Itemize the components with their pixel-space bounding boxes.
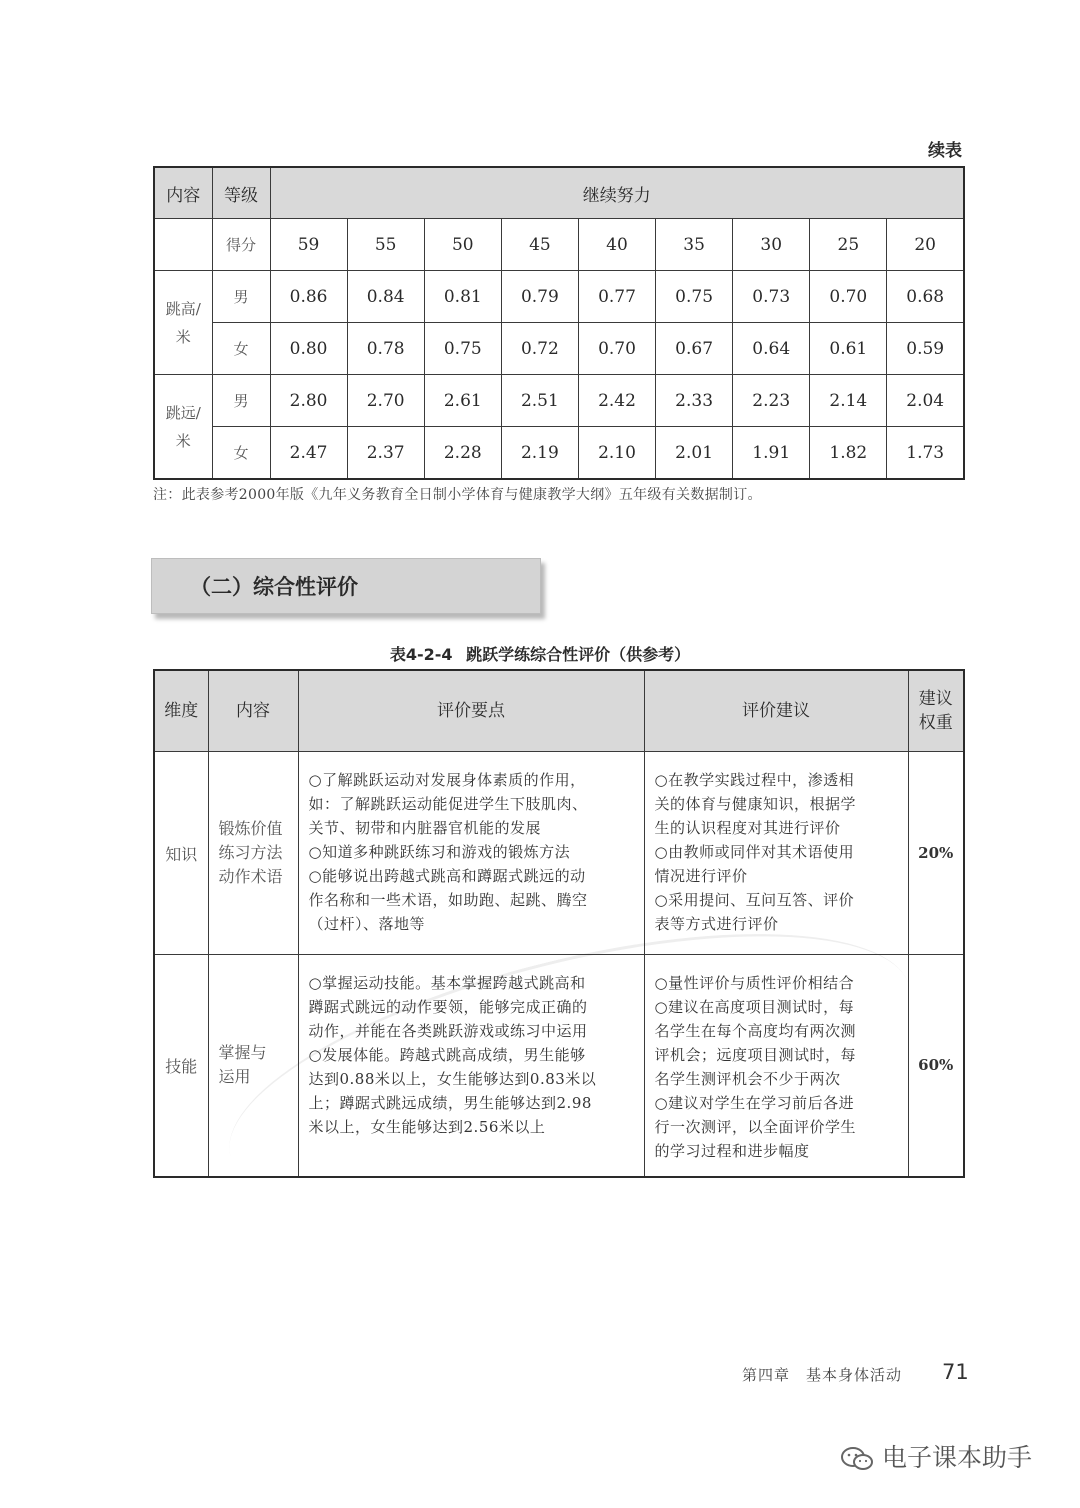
value-cell: 0.75: [656, 271, 733, 323]
continued-label: 续表: [928, 141, 962, 161]
value-cell: 2.01: [656, 427, 733, 480]
text-line: ○建议在高度项目测试时，每: [654, 998, 855, 1016]
text-line: 表等方式进行评价: [654, 915, 779, 933]
value-cell: 0.86: [270, 271, 347, 323]
value-cell: 0.75: [424, 323, 501, 375]
value-cell: 2.51: [501, 375, 578, 427]
text-line: ○由教师或同伴对其术语使用: [654, 843, 855, 861]
text-line: 动作，并能在各类跳跃游戏或练习中运用: [308, 1022, 588, 1040]
header-content: 内容: [208, 670, 298, 752]
value-cell: 0.72: [501, 323, 578, 375]
value-cell: 0.80: [270, 323, 347, 375]
value-cell: 0.78: [347, 323, 424, 375]
content-cell: [208, 752, 298, 955]
score-cell: 45: [501, 219, 578, 271]
points-cell: [298, 955, 644, 1177]
chapter-footer: 第四章 基本身体活动: [742, 1366, 903, 1384]
text-line: ○建议对学生在学习前后各进: [654, 1094, 855, 1112]
content-line: 练习方法: [218, 843, 283, 862]
sex-cell: 女: [212, 427, 270, 480]
value-cell: 0.61: [810, 323, 887, 375]
text-line: ○知道多种跳跃练习和游戏的锻炼方法: [308, 843, 571, 861]
label-line: 米: [175, 431, 191, 450]
text-line: ○发展体能。跨越式跳高成绩，男生能够: [308, 1046, 586, 1064]
value-cell: 0.59: [887, 323, 964, 375]
table-row: [154, 427, 964, 480]
text-line: 名学生在每个高度均有两次测: [654, 1022, 857, 1040]
value-cell: 2.14: [810, 375, 887, 427]
text-line: 行一次测评，以全面评价学生: [654, 1118, 857, 1136]
table-header-row: [154, 167, 964, 219]
table-row: [154, 752, 964, 955]
score-row: [154, 219, 964, 271]
evaluation-table: [153, 669, 965, 1178]
points-cell: [298, 752, 644, 955]
text-line: 生的认识程度对其进行评价: [654, 819, 841, 837]
score-cell: 30: [733, 219, 810, 271]
advice-cell: [644, 955, 908, 1177]
table-row: [154, 271, 964, 323]
text-line: ○采用提问、互问互答、评价: [654, 891, 855, 909]
score-cell: 55: [347, 219, 424, 271]
content-line: 掌握与: [218, 1043, 267, 1063]
high-jump-label: [154, 271, 212, 375]
score-cell: 40: [578, 219, 655, 271]
value-cell: 0.77: [578, 271, 655, 323]
section-title: （二）综合性评价: [151, 558, 541, 614]
score-cell: 35: [656, 219, 733, 271]
value-cell: 0.79: [501, 271, 578, 323]
watermark: [840, 1438, 1032, 1474]
value-cell: 2.04: [887, 375, 964, 427]
dimension-cell: 知识: [154, 752, 208, 955]
weight-cell: 60%: [908, 955, 964, 1177]
value-cell: 2.42: [578, 375, 655, 427]
score-label: 得分: [212, 219, 270, 271]
value-cell: 0.84: [347, 271, 424, 323]
value-cell: 2.61: [424, 375, 501, 427]
long-jump-label: [154, 375, 212, 480]
text-line: 名学生测评机会不少于两次: [654, 1070, 841, 1088]
value-cell: 2.23: [733, 375, 810, 427]
table-row: [154, 375, 964, 427]
score-cell: 50: [424, 219, 501, 271]
value-cell: 0.81: [424, 271, 501, 323]
value-cell: 0.68: [887, 271, 964, 323]
text-line: 关节、韧带和内脏器官机能的发展: [308, 819, 542, 837]
text-line: ○在教学实践过程中，渗透相: [654, 771, 855, 789]
header-dimension: 维度: [154, 670, 208, 752]
text-line: ○了解跳跃运动对发展身体素质的作用，: [308, 771, 586, 789]
text-line: 如：了解跳跃运动能促进学生下肢肌肉、: [308, 795, 588, 813]
value-cell: 2.37: [347, 427, 424, 480]
table-row: [154, 955, 964, 1177]
value-cell: 2.33: [656, 375, 733, 427]
text-line: 的学习过程和进步幅度: [654, 1142, 810, 1160]
content-line: 动作术语: [218, 867, 283, 886]
standards-table: [153, 166, 965, 480]
text-line: 达到0.88米以上，女生能够达到0.83米以: [308, 1070, 597, 1088]
value-cell: 0.73: [733, 271, 810, 323]
value-cell: 0.70: [578, 323, 655, 375]
header-points: 评价要点: [298, 670, 644, 752]
header-level: 继续努力: [270, 167, 964, 219]
content-line: 锻炼价值: [218, 819, 283, 838]
sex-cell: 女: [212, 323, 270, 375]
text-line: 米以上，女生能够达到2.56米以上: [308, 1118, 546, 1136]
advice-cell: [644, 752, 908, 955]
caption-number: 表4-2-4: [389, 645, 453, 664]
value-cell: 0.70: [810, 271, 887, 323]
value-cell: 2.47: [270, 427, 347, 480]
value-cell: 1.82: [810, 427, 887, 480]
value-cell: 1.91: [733, 427, 810, 480]
caption-title: 跳跃学练综合性评价（供参考）: [466, 645, 691, 664]
header-weight-line: 建议: [918, 689, 953, 709]
value-cell: 2.80: [270, 375, 347, 427]
text-line: ○能够说出跨越式跳高和蹲踞式跳远的动: [308, 867, 586, 885]
header-content: 内容: [154, 167, 212, 219]
text-line: 关的体育与健康知识，根据学: [654, 795, 857, 813]
content-cell: [208, 955, 298, 1177]
header-advice: 评价建议: [644, 670, 908, 752]
text-line: 上；蹲踞式跳远成绩，男生能够达到2.98: [308, 1094, 592, 1112]
table-caption: [0, 642, 1080, 665]
sex-cell: 男: [212, 375, 270, 427]
header-grade: 等级: [212, 167, 270, 219]
sex-cell: 男: [212, 271, 270, 323]
value-cell: 1.73: [887, 427, 964, 480]
watermark-text: 电子课本助手: [882, 1443, 1033, 1472]
value-cell: 2.19: [501, 427, 578, 480]
value-cell: 0.67: [656, 323, 733, 375]
table-note: 注：此表参考2000年版《九年义务教育全日制小学体育与健康教学大纲》五年级有关数据制订。: [153, 487, 762, 503]
text-line: 评机会；远度项目测试时，每: [654, 1046, 857, 1064]
page-number: 71: [942, 1360, 969, 1384]
score-cell: 20: [887, 219, 964, 271]
header-weight: [908, 670, 964, 752]
value-cell: 0.64: [733, 323, 810, 375]
empty-cell: [154, 219, 212, 271]
label-line: 米: [175, 327, 191, 346]
value-cell: 2.70: [347, 375, 424, 427]
text-line: 作名称和一些术语，如助跑、起跳、腾空: [308, 891, 588, 909]
dimension-cell: 技能: [154, 955, 208, 1177]
score-cell: 59: [270, 219, 347, 271]
label-line: 跳高/: [165, 299, 201, 318]
table-row: [154, 323, 964, 375]
text-line: ○掌握运动技能。基本掌握跨越式跳高和: [308, 974, 586, 992]
content-line: 运用: [218, 1067, 251, 1087]
text-line: 蹲踞式跳远的动作要领，能够完成正确的: [308, 998, 588, 1016]
score-cell: 25: [810, 219, 887, 271]
header-weight-line: 权重: [918, 713, 953, 733]
value-cell: 2.28: [424, 427, 501, 480]
table-header-row: [154, 670, 964, 752]
weight-cell: 20%: [908, 752, 964, 955]
value-cell: 2.10: [578, 427, 655, 480]
wechat-icon: [840, 1446, 874, 1472]
text-line: （过杆）、落地等: [308, 915, 426, 933]
label-line: 跳远/: [165, 403, 201, 422]
text-line: ○量性评价与质性评价相结合: [654, 974, 855, 992]
text-line: 情况进行评价: [654, 867, 748, 885]
